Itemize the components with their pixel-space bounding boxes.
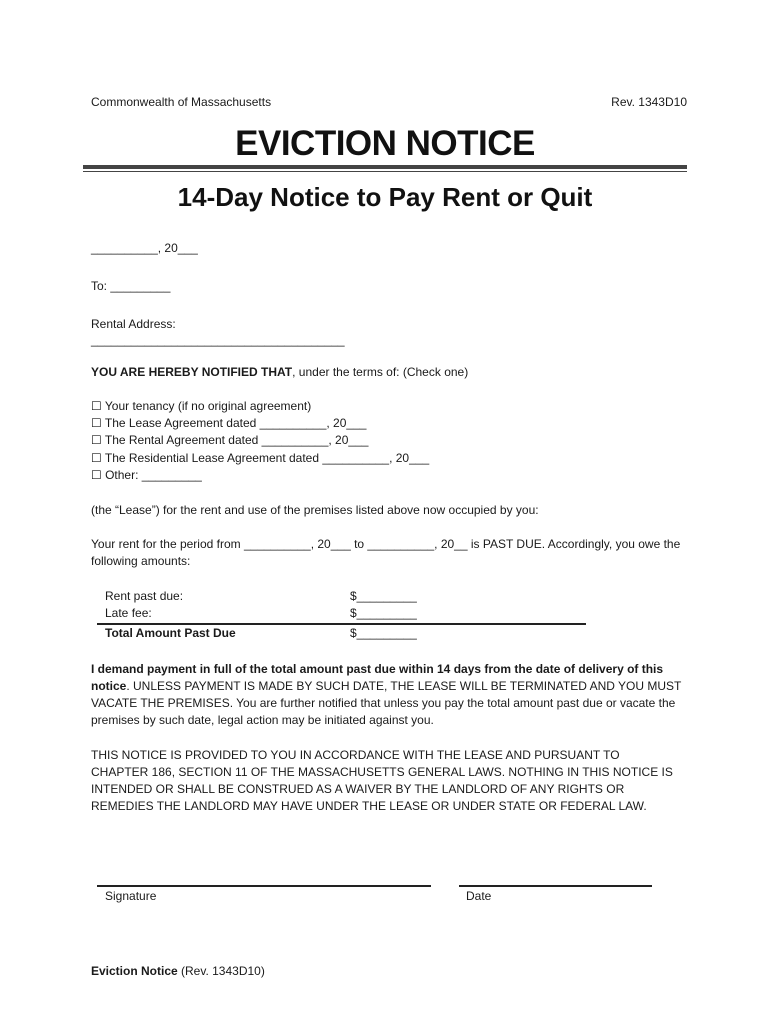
footer-rest: (Rev. 1343D10) — [177, 964, 265, 978]
option-tenancy[interactable]: ☐ Your tenancy (if no original agreement) — [91, 399, 312, 413]
document-subtitle: 14-Day Notice to Pay Rent or Quit — [177, 182, 593, 212]
notice-bold: YOU ARE HEREBY NOTIFIED THAT — [91, 365, 293, 379]
revision-header: Rev. 1343D10 — [611, 95, 687, 109]
rental-address-label: Rental Address: — [91, 317, 176, 331]
signature-line — [97, 885, 431, 887]
demand-rest: . UNLESS PAYMENT IS MADE BY SUCH DATE, THE LEASE WILL BE TERMINATED AND YOU MUST VACATE THE PREMISES. You are further notified that unless you pay the total amount past due or vacate the premises by such date, legal action may be initiated against you. — [91, 679, 682, 727]
rent-past-due-label: Rent past due: — [105, 589, 184, 603]
total-divider — [97, 623, 586, 625]
notice-rest: , under the terms of: (Check one) — [292, 365, 469, 379]
demand-paragraph — [91, 661, 691, 729]
option-other[interactable]: ☐ Other: _________ — [91, 468, 202, 482]
document-title: EVICTION NOTICE — [235, 124, 535, 163]
legal-paragraph: THIS NOTICE IS PROVIDED TO YOU IN ACCORDANCE WITH THE LEASE AND PURSUANT TO CHAPTER 186, SECTION 11 OF THE MASSACHUSETTS GENERAL LAWS. NOTHING IN THIS NOTICE IS INTENDED OR SHALL BE CONSTRUED AS A WAIVER BY THE LANDLORD OF ANY RIGHTS OR REMEDIES THE LANDLORD MAY HAVE UNDER THE LEASE OR UNDER STATE OR FEDERAL LAW. — [91, 748, 673, 813]
title-rule-thick — [83, 165, 687, 169]
notice-line — [91, 365, 468, 379]
state-header: Commonwealth of Massachusetts — [91, 95, 272, 109]
rental-address-blank: ______________________________________ — [91, 333, 345, 347]
total-past-due-value: $_________ — [350, 626, 417, 640]
lease-definition-text: (the “Lease”) for the rent and use of the premises listed above now occupied by you: — [91, 503, 539, 517]
to-line: To: _________ — [91, 279, 171, 293]
demand-bold: I demand payment in full of the total amount past due within 14 days from the date of delivery of this notice — [91, 662, 664, 693]
rent-past-due-value: $_________ — [350, 589, 417, 603]
rent-period-paragraph: Your rent for the period from __________, 20___ to __________, 20__ is PAST DUE. Accordingly, you owe the following amounts: — [91, 537, 681, 568]
option-lease-agreement[interactable]: ☐ The Lease Agreement dated __________, 20___ — [91, 416, 367, 430]
option-rental-agreement[interactable]: ☐ The Rental Agreement dated __________, 20___ — [91, 433, 369, 447]
title-rule-thin — [83, 171, 687, 172]
footer-bold: Eviction Notice — [91, 964, 178, 978]
option-residential-lease[interactable]: ☐ The Residential Lease Agreement dated __________, 20___ — [91, 451, 430, 465]
date-signature-line — [459, 885, 652, 887]
date-line: __________, 20___ — [91, 241, 198, 255]
late-fee-label: Late fee: — [105, 606, 152, 620]
total-past-due-label: Total Amount Past Due — [105, 626, 236, 640]
footer — [91, 964, 265, 978]
date-signature-label: Date — [466, 889, 492, 903]
signature-label: Signature — [105, 889, 157, 903]
late-fee-value: $_________ — [350, 606, 417, 620]
